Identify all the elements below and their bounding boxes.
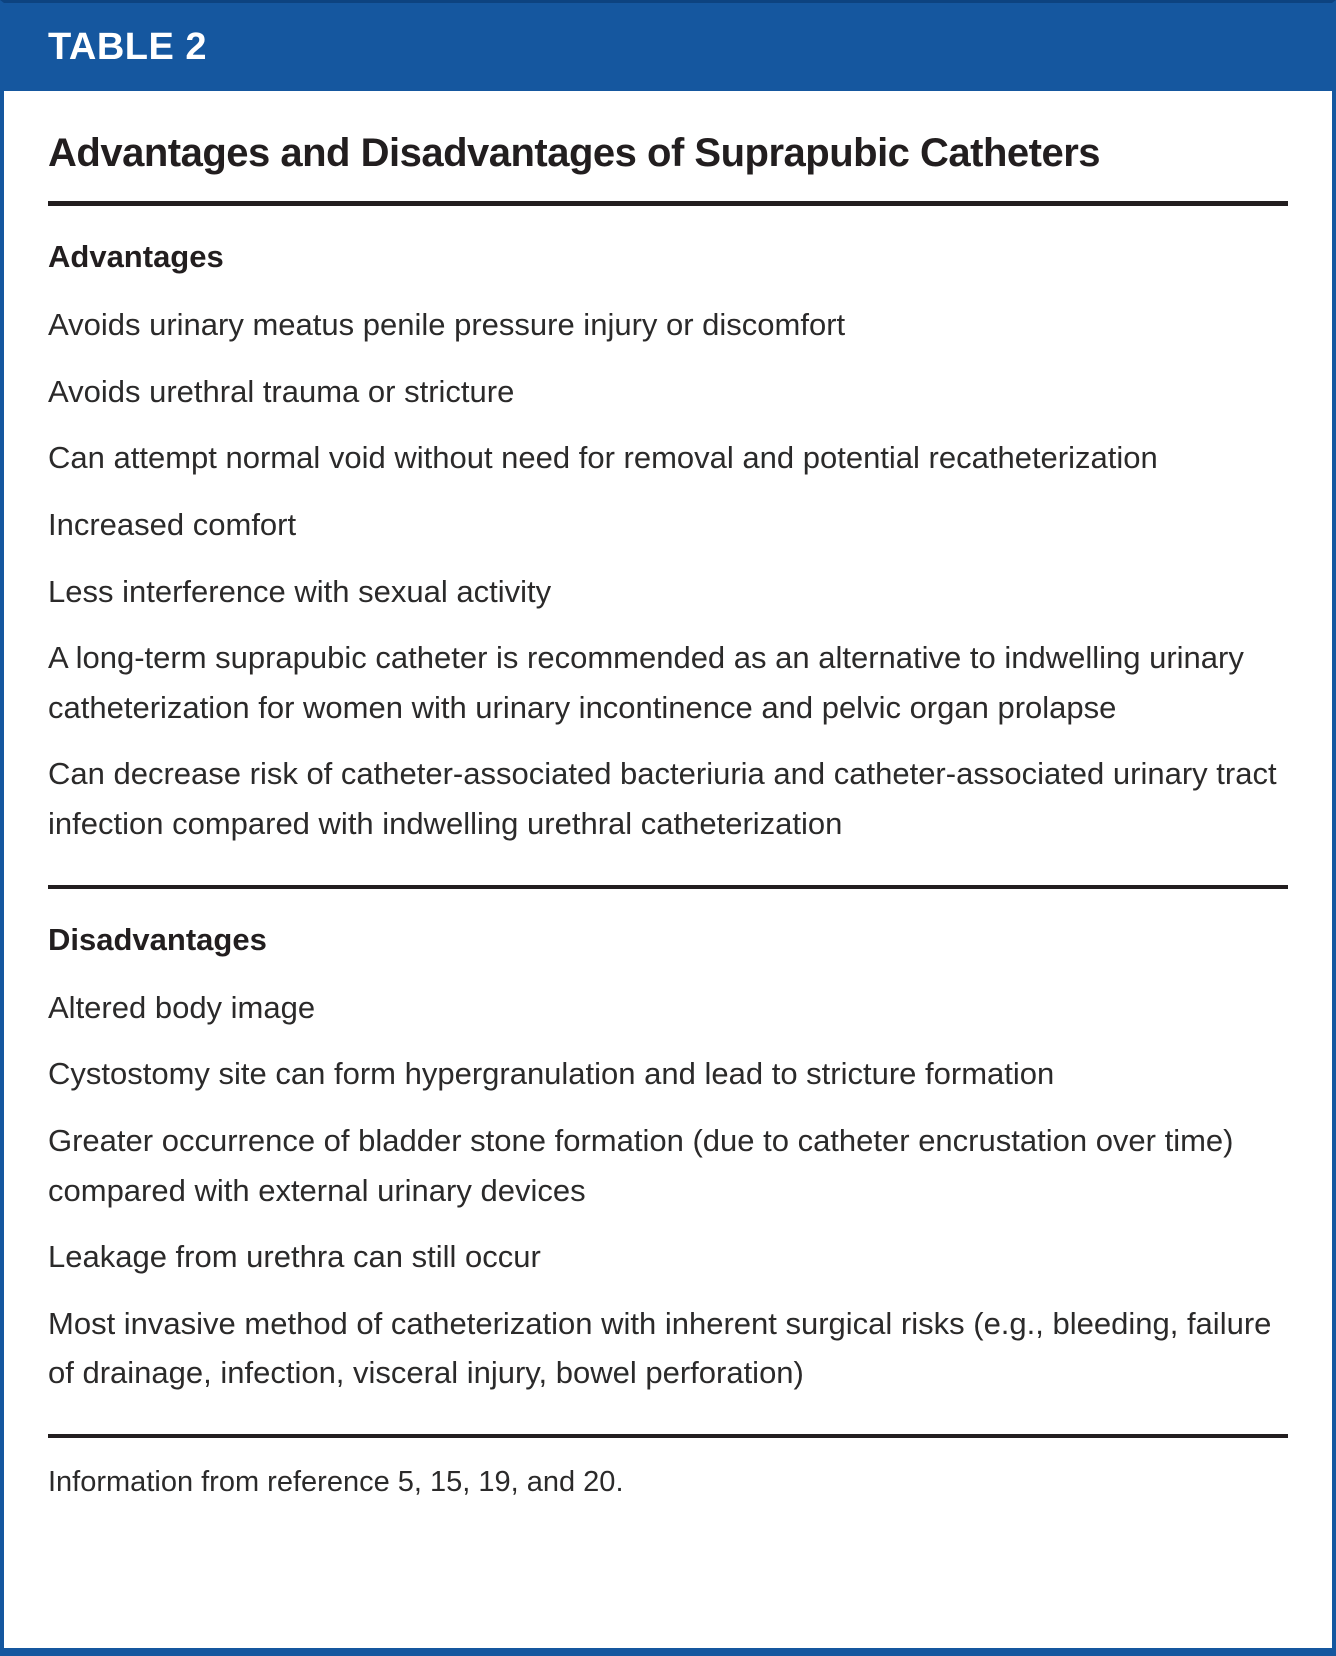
table-body	[4, 129, 1332, 1502]
disadvantage-item: Altered body image	[48, 989, 316, 1025]
section-heading-disadvantages: Disadvantages	[48, 921, 267, 957]
advantage-item: Avoids urinary meatus penile pressure injury or discomfort	[48, 307, 846, 343]
table-label: TABLE 2	[48, 25, 208, 68]
disadvantage-item: Most invasive method of catheterization with inherent surgical risks (e.g., bleeding, failure of drainage, infection, visceral injury, bowel perforation)	[48, 1305, 1272, 1391]
disadvantage-item: Cystostomy site can form hypergranulation and lead to stricture formation	[48, 1056, 1055, 1092]
section-heading-advantages: Advantages	[48, 239, 224, 274]
table-footnote: Information from reference 5, 15, 19, and 20.	[48, 1465, 624, 1498]
title-divider	[48, 201, 1288, 206]
advantage-item: Avoids urethral trauma or stricture	[48, 373, 515, 409]
advantage-item: A long-term suprapubic catheter is recommended as an alternative to indwelling urinary catheterization for women with urinary incontinence and pelvic organ prolapse	[48, 640, 1244, 725]
advantage-item: Can attempt normal void without need for removal and potential recatheterization	[48, 440, 1158, 476]
advantage-item: Can decrease risk of catheter-associated bacteriuria and catheter-associated urinary tract infection compared with indwelling urethral catheterization	[48, 756, 1277, 841]
section-divider	[48, 885, 1288, 889]
disadvantage-item: Greater occurrence of bladder stone formation (due to catheter encrustation over time) compared with external urinary devices	[48, 1122, 1234, 1208]
advantage-item: Increased comfort	[48, 506, 297, 542]
footer-divider	[48, 1434, 1288, 1438]
table-title: Advantages and Disadvantages of Suprapubic Catheters	[48, 131, 1101, 175]
disadvantage-item: Leakage from urethra can still occur	[48, 1239, 541, 1275]
table-header-bar	[4, 3, 1332, 91]
advantage-item: Less interference with sexual activity	[48, 573, 552, 609]
